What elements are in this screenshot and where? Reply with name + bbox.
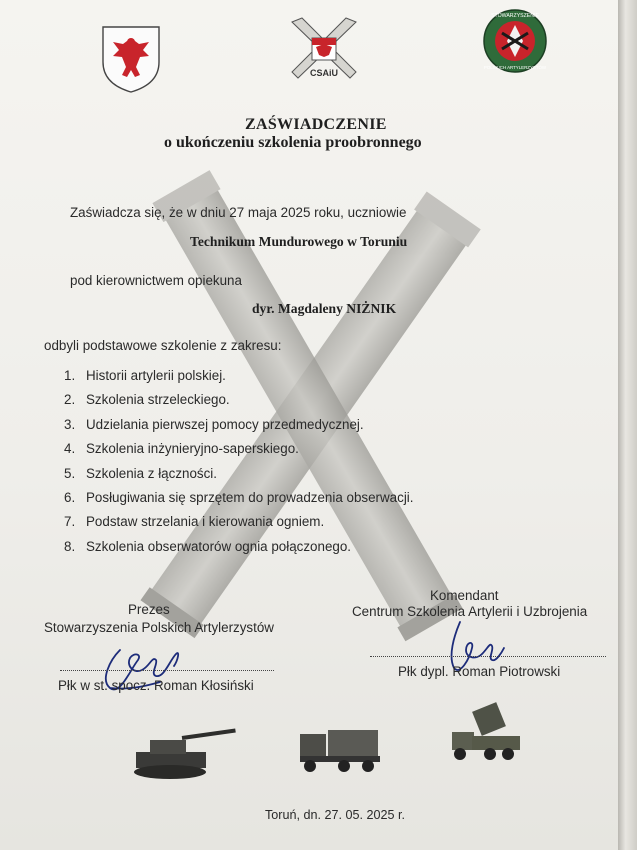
list-item-text: Posługiwania się sprzętem do prowadzenia obserwacji. (86, 489, 414, 505)
list-item-number: 2. (64, 392, 76, 408)
list-item-number: 7. (64, 514, 76, 530)
topics-list (64, 368, 414, 563)
right-signature-line (370, 656, 606, 657)
list-item (64, 514, 414, 538)
emblem-ring-top-text: STOWARZYSZENIE (491, 13, 539, 19)
list-item-number: 1. (64, 368, 76, 383)
school-name: Technikum Mundurowego w Toruniu (190, 234, 408, 249)
emblem-ring-bottom-text: POLSKICH ARTYLERZYSTÓW (483, 65, 547, 70)
self-propelled-howitzer-icon (128, 722, 238, 782)
list-item-number: 4. (64, 441, 76, 457)
left-signatory-name: Płk w st. spocz. Roman Kłosiński (58, 678, 254, 693)
list-item-text: Podstaw strzelania i kierowania ogniem. (86, 514, 325, 530)
page-edge (618, 0, 637, 850)
footer-place-date: Toruń, dn. 27. 05. 2025 r. (265, 808, 406, 822)
certificate-subtitle: o ukończeniu szkolenia proobronnego (164, 134, 422, 151)
list-item (64, 441, 414, 465)
list-item-number: 6. (64, 489, 76, 505)
list-item-number: 8. (64, 538, 76, 554)
list-item (64, 466, 414, 490)
himars-launcher-icon (446, 702, 526, 766)
certificate-title: ZAŚWIADCZENIE (245, 116, 387, 133)
left-signature-line (60, 670, 274, 671)
list-item (64, 417, 414, 441)
list-item (64, 392, 414, 416)
left-signatory-role: Prezes (128, 602, 170, 617)
list-item-text: Szkolenia obserwatorów ognia połączonego. (86, 538, 352, 554)
list-item (64, 490, 414, 514)
csaiu-emblem-icon (282, 14, 366, 86)
list-item-text: Szkolenia z łączności. (86, 465, 217, 481)
right-signatory-org: Centrum Szkolenia Artylerii i Uzbrojenia (352, 604, 588, 619)
csaiu-logo-text: CSAiU (309, 68, 339, 78)
list-item-text: Szkolenia strzeleckiego. (86, 392, 230, 408)
list-item-text: Udzielania pierwszej pomocy przedmedycznej. (86, 416, 364, 432)
rocket-launcher-truck-icon (296, 720, 386, 776)
supervisor-name: dyr. Magdaleny NIŻNIK (252, 301, 397, 316)
training-intro-text: odbyli podstawowe szkolenie z zakresu: (44, 338, 282, 353)
right-signatory-name: Płk dypl. Roman Piotrowski (398, 664, 561, 679)
artillery-association-emblem-icon (482, 8, 548, 74)
right-signatory-role: Komendant (430, 588, 499, 603)
list-item-number: 3. (64, 416, 76, 432)
intro-text: Zaświadcza się, że w dniu 27 maja 2025 roku, uczniowie (70, 205, 407, 220)
list-item-text: Historii artylerii polskiej. (86, 368, 226, 383)
list-item (64, 368, 414, 392)
list-item (64, 539, 414, 563)
voivodeship-coat-of-arms-icon (100, 24, 162, 94)
supervision-text: pod kierownictwem opiekuna (70, 273, 242, 288)
left-signatory-org: Stowarzyszenia Polskich Artylerzystów (44, 620, 274, 635)
list-item-text: Szkolenia inżynieryjno-saperskiego. (86, 441, 299, 457)
list-item-number: 5. (64, 465, 76, 481)
